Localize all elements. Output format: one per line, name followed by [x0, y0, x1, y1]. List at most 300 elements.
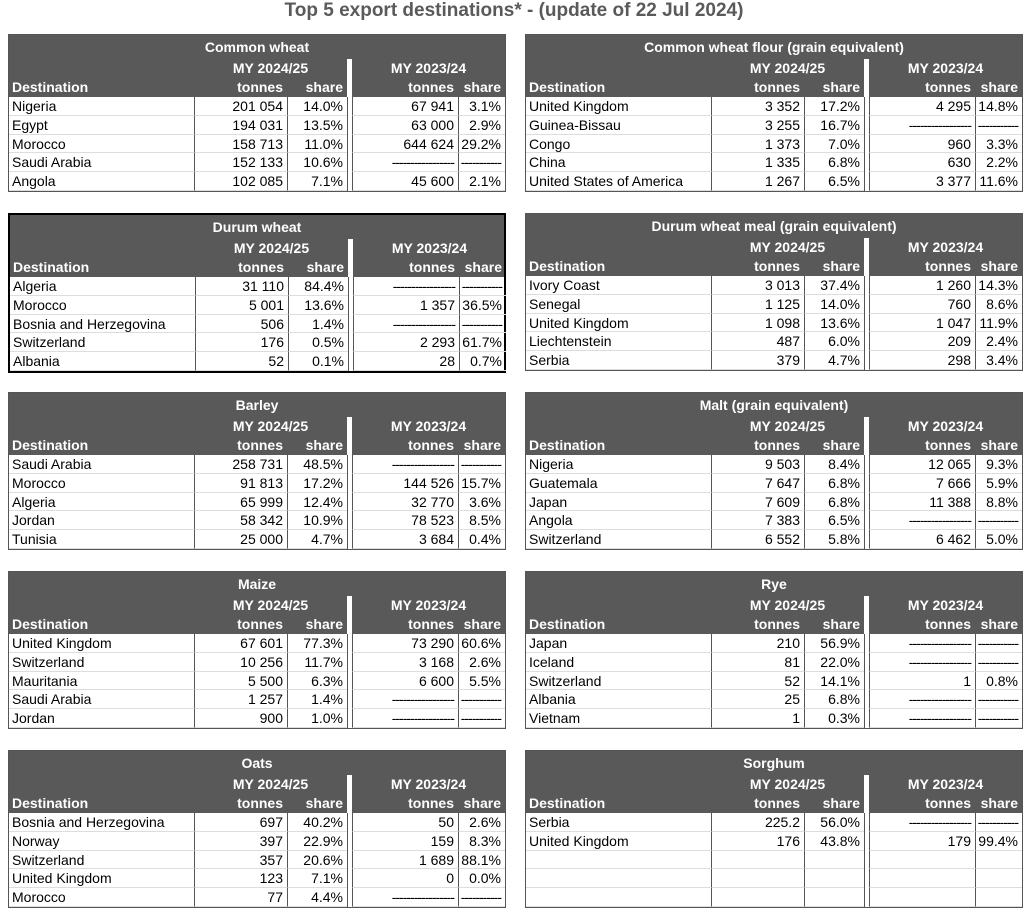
- tonnes-previous-cell: 1: [869, 672, 975, 691]
- tonnes-current-cell: 1 125: [711, 295, 804, 314]
- share-current-cell: 43.8%: [804, 832, 864, 851]
- destination-cell: Algeria: [9, 493, 194, 512]
- header-share-current: share: [822, 436, 860, 453]
- destination-cell: [526, 851, 711, 870]
- table-row: [526, 869, 1022, 888]
- header-blank: [9, 775, 194, 794]
- column-gap: [347, 690, 352, 709]
- share-current-cell: 10.6%: [287, 153, 347, 172]
- column-gap: [864, 153, 869, 172]
- share-previous-cell: -----------: [459, 277, 506, 296]
- column-gap: [864, 455, 869, 474]
- destination-cell: Japan: [526, 634, 711, 653]
- tonnes-current-cell: 77: [194, 888, 287, 907]
- header-blank: [526, 238, 711, 257]
- column-gap: [864, 813, 869, 832]
- tonnes-previous-cell: -----------------: [352, 455, 458, 474]
- tonnes-previous-cell: -----------------: [352, 709, 458, 728]
- tonnes-current-cell: 9 503: [711, 455, 804, 474]
- share-previous-cell: -----------: [975, 813, 1022, 832]
- column-gap: [864, 869, 869, 888]
- table-row: [526, 276, 1022, 295]
- header-tonnes-current: tonnes: [754, 78, 800, 95]
- header-row-columns: [526, 794, 1022, 813]
- share-current-cell: 17.2%: [804, 97, 864, 116]
- column-gap: [864, 672, 869, 691]
- tonnes-current-cell: 1: [711, 709, 804, 728]
- header-row-years: [9, 417, 505, 436]
- share-previous-cell: 0.0%: [458, 869, 505, 888]
- header-share-current: share: [305, 78, 343, 95]
- table-row: [526, 135, 1022, 154]
- tonnes-previous-cell: -----------------: [352, 888, 458, 907]
- table-title: Common wheat flour (grain equivalent): [526, 35, 1022, 59]
- tonnes-previous-cell: 144 526: [352, 474, 458, 493]
- share-current-cell: 22.9%: [287, 832, 347, 851]
- header-tonnes-previous: tonnes: [408, 436, 454, 453]
- share-previous-cell: 2.9%: [458, 116, 505, 135]
- tonnes-current-cell: 194 031: [194, 116, 287, 135]
- tonnes-current-cell: 52: [195, 352, 288, 371]
- share-previous-cell: 3.3%: [975, 135, 1022, 154]
- share-previous-cell: -----------: [458, 709, 505, 728]
- header-blank: [526, 596, 711, 615]
- tonnes-current-cell: 31 110: [195, 277, 288, 296]
- share-current-cell: 6.8%: [804, 153, 864, 172]
- header-tonnes-previous: tonnes: [408, 78, 454, 95]
- share-previous-cell: -----------: [975, 116, 1022, 135]
- share-current-cell: 4.7%: [804, 351, 864, 370]
- column-gap: [864, 511, 869, 530]
- header-tonnes-current: tonnes: [754, 436, 800, 453]
- share-current-cell: 84.4%: [288, 277, 348, 296]
- share-current-cell: 4.4%: [287, 888, 347, 907]
- tonnes-current-cell: 697: [194, 813, 287, 832]
- share-previous-cell: -----------: [458, 888, 505, 907]
- header-row-years: [526, 596, 1022, 615]
- column-gap: [347, 474, 352, 493]
- column-gap: [347, 511, 352, 530]
- header-my-previous: MY 2023/24: [390, 60, 467, 76]
- tonnes-current-cell: 1 335: [711, 153, 804, 172]
- tonnes-previous-cell: 0: [352, 869, 458, 888]
- destination-cell: Norway: [9, 832, 194, 851]
- header-tonnes-current: tonnes: [237, 794, 283, 811]
- share-previous-cell: -----------: [458, 690, 505, 709]
- table-row: [9, 153, 505, 172]
- table-row: [9, 869, 505, 888]
- destination-cell: Saudi Arabia: [9, 455, 194, 474]
- header-share-current: share: [822, 615, 860, 632]
- header-my-previous: MY 2023/24: [907, 418, 984, 434]
- table-maize: [8, 571, 506, 729]
- column-gap: [347, 832, 352, 851]
- share-previous-cell: 2.4%: [975, 332, 1022, 351]
- column-gap: [347, 455, 352, 474]
- share-current-cell: 77.3%: [287, 634, 347, 653]
- share-current-cell: 16.7%: [804, 116, 864, 135]
- column-gap: [864, 851, 869, 870]
- share-previous-cell: 0.4%: [458, 530, 505, 549]
- share-current-cell: 6.5%: [804, 172, 864, 191]
- column-gap: [864, 332, 869, 351]
- share-current-cell: 0.1%: [288, 352, 348, 371]
- share-previous-cell: 2.6%: [458, 813, 505, 832]
- column-gap: [864, 888, 869, 907]
- destination-cell: Mauritania: [9, 672, 194, 691]
- tonnes-previous-cell: -----------------: [869, 511, 975, 530]
- share-previous-cell: 8.3%: [458, 832, 505, 851]
- share-previous-cell: 61.7%: [459, 333, 506, 352]
- header-share-previous: share: [980, 436, 1018, 453]
- destination-cell: Saudi Arabia: [9, 153, 194, 172]
- destination-cell: Angola: [526, 511, 711, 530]
- table-row: [526, 153, 1022, 172]
- tonnes-current-cell: [711, 888, 804, 907]
- table-row: [526, 116, 1022, 135]
- share-previous-cell: -----------: [975, 653, 1022, 672]
- table-row: [526, 888, 1022, 907]
- header-row-columns: [9, 794, 505, 813]
- share-previous-cell: 11.6%: [975, 172, 1022, 191]
- header-tonnes-previous: tonnes: [925, 436, 971, 453]
- table-title: Common wheat: [9, 35, 505, 59]
- share-current-cell: 1.4%: [287, 690, 347, 709]
- share-current-cell: 0.5%: [288, 333, 348, 352]
- table-row: [526, 672, 1022, 691]
- header-share-previous: share: [980, 257, 1018, 274]
- header-destination: Destination: [13, 258, 90, 275]
- header-share-previous: share: [980, 78, 1018, 95]
- column-gap: [347, 97, 352, 116]
- column-gap: [347, 888, 352, 907]
- header-my-previous: MY 2023/24: [907, 597, 984, 613]
- share-previous-cell: 3.1%: [458, 97, 505, 116]
- destination-cell: United Kingdom: [526, 97, 711, 116]
- tonnes-previous-cell: 28: [353, 352, 459, 371]
- tonnes-previous-cell: [869, 851, 975, 870]
- header-row-columns: [526, 436, 1022, 455]
- header-my-previous: MY 2023/24: [907, 60, 984, 76]
- header-share-current: share: [305, 436, 343, 453]
- share-current-cell: 6.5%: [804, 511, 864, 530]
- header-tonnes-previous: tonnes: [925, 78, 971, 95]
- table-row: [526, 172, 1022, 191]
- column-gap: [347, 530, 352, 549]
- share-previous-cell: 8.6%: [975, 295, 1022, 314]
- column-gap: [347, 851, 352, 870]
- table-row: [526, 634, 1022, 653]
- tonnes-current-cell: 506: [195, 315, 288, 334]
- destination-cell: Tunisia: [9, 530, 194, 549]
- table-title: Malt (grain equivalent): [526, 393, 1022, 417]
- share-previous-cell: -----------: [975, 511, 1022, 530]
- share-current-cell: 0.3%: [804, 709, 864, 728]
- tonnes-current-cell: [711, 851, 804, 870]
- header-share-previous: share: [980, 794, 1018, 811]
- destination-cell: Switzerland: [9, 851, 194, 870]
- table-row: [9, 832, 505, 851]
- share-previous-cell: 5.5%: [458, 672, 505, 691]
- tonnes-current-cell: 67 601: [194, 634, 287, 653]
- destination-cell: United Kingdom: [9, 869, 194, 888]
- share-current-cell: 4.7%: [287, 530, 347, 549]
- tonnes-current-cell: 65 999: [194, 493, 287, 512]
- destination-cell: Morocco: [10, 296, 195, 315]
- header-destination: Destination: [529, 794, 606, 811]
- table-row: [526, 351, 1022, 370]
- header-destination: Destination: [12, 78, 89, 95]
- destination-cell: Guinea-Bissau: [526, 116, 711, 135]
- share-current-cell: 17.2%: [287, 474, 347, 493]
- header-share-current: share: [822, 78, 860, 95]
- share-current-cell: 37.4%: [804, 276, 864, 295]
- share-current-cell: 8.4%: [804, 455, 864, 474]
- share-current-cell: [804, 888, 864, 907]
- tonnes-current-cell: 176: [195, 333, 288, 352]
- tonnes-current-cell: 10 256: [194, 653, 287, 672]
- header-tonnes-current: tonnes: [237, 615, 283, 632]
- destination-cell: [526, 869, 711, 888]
- header-row-years: [526, 238, 1022, 257]
- share-current-cell: 5.8%: [804, 530, 864, 549]
- table-row: [526, 493, 1022, 512]
- tonnes-current-cell: 58 342: [194, 511, 287, 530]
- header-row-years: [9, 59, 505, 78]
- share-previous-cell: 14.3%: [975, 276, 1022, 295]
- header-my-previous: MY 2023/24: [390, 776, 467, 792]
- header-my-previous: MY 2023/24: [907, 239, 984, 255]
- destination-cell: Jordan: [9, 709, 194, 728]
- column-gap: [864, 295, 869, 314]
- header-my-current: MY 2024/25: [749, 776, 826, 792]
- table-common-wheat-flour-grain-equivalent: [525, 34, 1023, 192]
- share-current-cell: 6.8%: [804, 474, 864, 493]
- column-gap: [347, 135, 352, 154]
- destination-cell: Saudi Arabia: [9, 690, 194, 709]
- table-row: [10, 352, 504, 371]
- share-previous-cell: 88.1%: [458, 851, 505, 870]
- column-gap: [864, 276, 869, 295]
- share-current-cell: 14.1%: [804, 672, 864, 691]
- column-gap: [864, 97, 869, 116]
- table-row: [526, 97, 1022, 116]
- header-row-columns: [526, 78, 1022, 97]
- destination-cell: Iceland: [526, 653, 711, 672]
- tonnes-current-cell: 1 098: [711, 314, 804, 333]
- share-current-cell: 56.0%: [804, 813, 864, 832]
- destination-cell: Albania: [526, 690, 711, 709]
- header-destination: Destination: [12, 794, 89, 811]
- tonnes-previous-cell: 760: [869, 295, 975, 314]
- header-row-years: [526, 775, 1022, 794]
- header-blank: [10, 239, 195, 258]
- table-barley: [8, 392, 506, 550]
- tonnes-previous-cell: 63 000: [352, 116, 458, 135]
- table-row: [9, 672, 505, 691]
- share-previous-cell: 36.5%: [459, 296, 506, 315]
- share-previous-cell: 99.4%: [975, 832, 1022, 851]
- header-blank: [9, 59, 194, 78]
- tonnes-current-cell: 5 500: [194, 672, 287, 691]
- tonnes-previous-cell: 1 260: [869, 276, 975, 295]
- table-row: [9, 634, 505, 653]
- column-gap: [864, 135, 869, 154]
- destination-cell: Serbia: [526, 351, 711, 370]
- column-gap: [347, 116, 352, 135]
- tonnes-previous-cell: 67 941: [352, 97, 458, 116]
- tonnes-previous-cell: 1 689: [352, 851, 458, 870]
- header-my-previous: MY 2023/24: [390, 418, 467, 434]
- header-my-current: MY 2024/25: [749, 60, 826, 76]
- share-current-cell: 11.0%: [287, 135, 347, 154]
- tonnes-previous-cell: 1 047: [869, 314, 975, 333]
- share-current-cell: 6.0%: [804, 332, 864, 351]
- column-gap: [347, 153, 352, 172]
- destination-cell: Vietnam: [526, 709, 711, 728]
- tonnes-previous-cell: 1 357: [353, 296, 459, 315]
- header-row-columns: [526, 257, 1022, 276]
- destination-cell: Switzerland: [9, 653, 194, 672]
- share-previous-cell: -----------: [459, 315, 506, 334]
- tonnes-current-cell: 225.2: [711, 813, 804, 832]
- tonnes-current-cell: 7 647: [711, 474, 804, 493]
- table-row: [9, 511, 505, 530]
- column-gap: [347, 709, 352, 728]
- header-row-columns: [10, 258, 504, 277]
- header-row-columns: [9, 436, 505, 455]
- share-current-cell: [804, 851, 864, 870]
- table-row: [526, 851, 1022, 870]
- table-title: Maize: [9, 572, 505, 596]
- header-destination: Destination: [12, 615, 89, 632]
- destination-cell: [526, 888, 711, 907]
- share-current-cell: 7.1%: [287, 869, 347, 888]
- header-blank: [9, 417, 194, 436]
- table-row: [10, 315, 504, 334]
- tonnes-previous-cell: 3 168: [352, 653, 458, 672]
- column-gap: [864, 690, 869, 709]
- header-destination: Destination: [529, 615, 606, 632]
- table-row: [9, 116, 505, 135]
- table-row: [10, 277, 504, 296]
- destination-cell: United Kingdom: [526, 314, 711, 333]
- header-share-current: share: [305, 794, 343, 811]
- table-title: Barley: [9, 393, 505, 417]
- header-tonnes-current: tonnes: [754, 257, 800, 274]
- table-row: [9, 709, 505, 728]
- destination-cell: Congo: [526, 135, 711, 154]
- table-oats: [8, 750, 506, 908]
- tonnes-previous-cell: 7 666: [869, 474, 975, 493]
- share-current-cell: 7.1%: [287, 172, 347, 191]
- table-title: Sorghum: [526, 751, 1022, 775]
- header-share-current: share: [822, 794, 860, 811]
- tonnes-previous-cell: 298: [869, 351, 975, 370]
- share-previous-cell: 3.6%: [458, 493, 505, 512]
- tonnes-current-cell: 102 085: [194, 172, 287, 191]
- page-title: Top 5 export destinations* - (update of 22 Jul 2024): [284, 0, 744, 21]
- tonnes-previous-cell: 6 600: [352, 672, 458, 691]
- destination-cell: Algeria: [10, 277, 195, 296]
- column-gap: [864, 351, 869, 370]
- table-row: [526, 332, 1022, 351]
- tonnes-current-cell: 25: [711, 690, 804, 709]
- tonnes-previous-cell: -----------------: [353, 277, 459, 296]
- destination-cell: Albania: [10, 352, 195, 371]
- table-row: [9, 97, 505, 116]
- table-row: [526, 530, 1022, 549]
- share-previous-cell: 14.8%: [975, 97, 1022, 116]
- column-gap: [347, 869, 352, 888]
- destination-cell: Ivory Coast: [526, 276, 711, 295]
- table-row: [9, 888, 505, 907]
- header-destination: Destination: [529, 436, 606, 453]
- header-tonnes-previous: tonnes: [925, 615, 971, 632]
- header-row-columns: [526, 615, 1022, 634]
- destination-cell: Angola: [9, 172, 194, 191]
- share-current-cell: 13.5%: [287, 116, 347, 135]
- tonnes-previous-cell: 209: [869, 332, 975, 351]
- share-previous-cell: 29.2%: [458, 135, 505, 154]
- tonnes-previous-cell: 3 377: [869, 172, 975, 191]
- tonnes-previous-cell: -----------------: [869, 116, 975, 135]
- tonnes-previous-cell: 630: [869, 153, 975, 172]
- share-current-cell: 6.8%: [804, 493, 864, 512]
- column-gap: [348, 352, 353, 371]
- table-row: [10, 296, 504, 315]
- column-gap: [348, 296, 353, 315]
- share-previous-cell: 2.1%: [458, 172, 505, 191]
- header-share-previous: share: [980, 615, 1018, 632]
- share-previous-cell: 9.3%: [975, 455, 1022, 474]
- table-durum-wheat: [8, 213, 506, 373]
- share-current-cell: [804, 869, 864, 888]
- share-previous-cell: -----------: [975, 709, 1022, 728]
- header-row-columns: [9, 78, 505, 97]
- destination-cell: Japan: [526, 493, 711, 512]
- column-gap: [864, 474, 869, 493]
- header-share-previous: share: [464, 258, 502, 275]
- header-tonnes-previous: tonnes: [408, 615, 454, 632]
- column-gap: [348, 277, 353, 296]
- tonnes-previous-cell: 159: [352, 832, 458, 851]
- tonnes-current-cell: 900: [194, 709, 287, 728]
- column-gap: [864, 530, 869, 549]
- tonnes-previous-cell: -----------------: [353, 315, 459, 334]
- tonnes-previous-cell: 78 523: [352, 511, 458, 530]
- tonnes-previous-cell: 50: [352, 813, 458, 832]
- header-row-years: [9, 596, 505, 615]
- share-previous-cell: 0.8%: [975, 672, 1022, 691]
- tonnes-previous-cell: 12 065: [869, 455, 975, 474]
- share-previous-cell: 15.7%: [458, 474, 505, 493]
- header-row-years: [526, 417, 1022, 436]
- share-previous-cell: 0.7%: [459, 352, 506, 371]
- header-destination: Destination: [529, 257, 606, 274]
- tonnes-previous-cell: -----------------: [352, 690, 458, 709]
- tonnes-current-cell: 1 257: [194, 690, 287, 709]
- header-my-current: MY 2024/25: [749, 418, 826, 434]
- tonnes-current-cell: 3 352: [711, 97, 804, 116]
- header-share-previous: share: [463, 436, 501, 453]
- share-current-cell: 13.6%: [804, 314, 864, 333]
- destination-cell: Switzerland: [526, 672, 711, 691]
- share-current-cell: 14.0%: [804, 295, 864, 314]
- column-gap: [864, 116, 869, 135]
- table-row: [526, 813, 1022, 832]
- tonnes-previous-cell: 2 293: [353, 333, 459, 352]
